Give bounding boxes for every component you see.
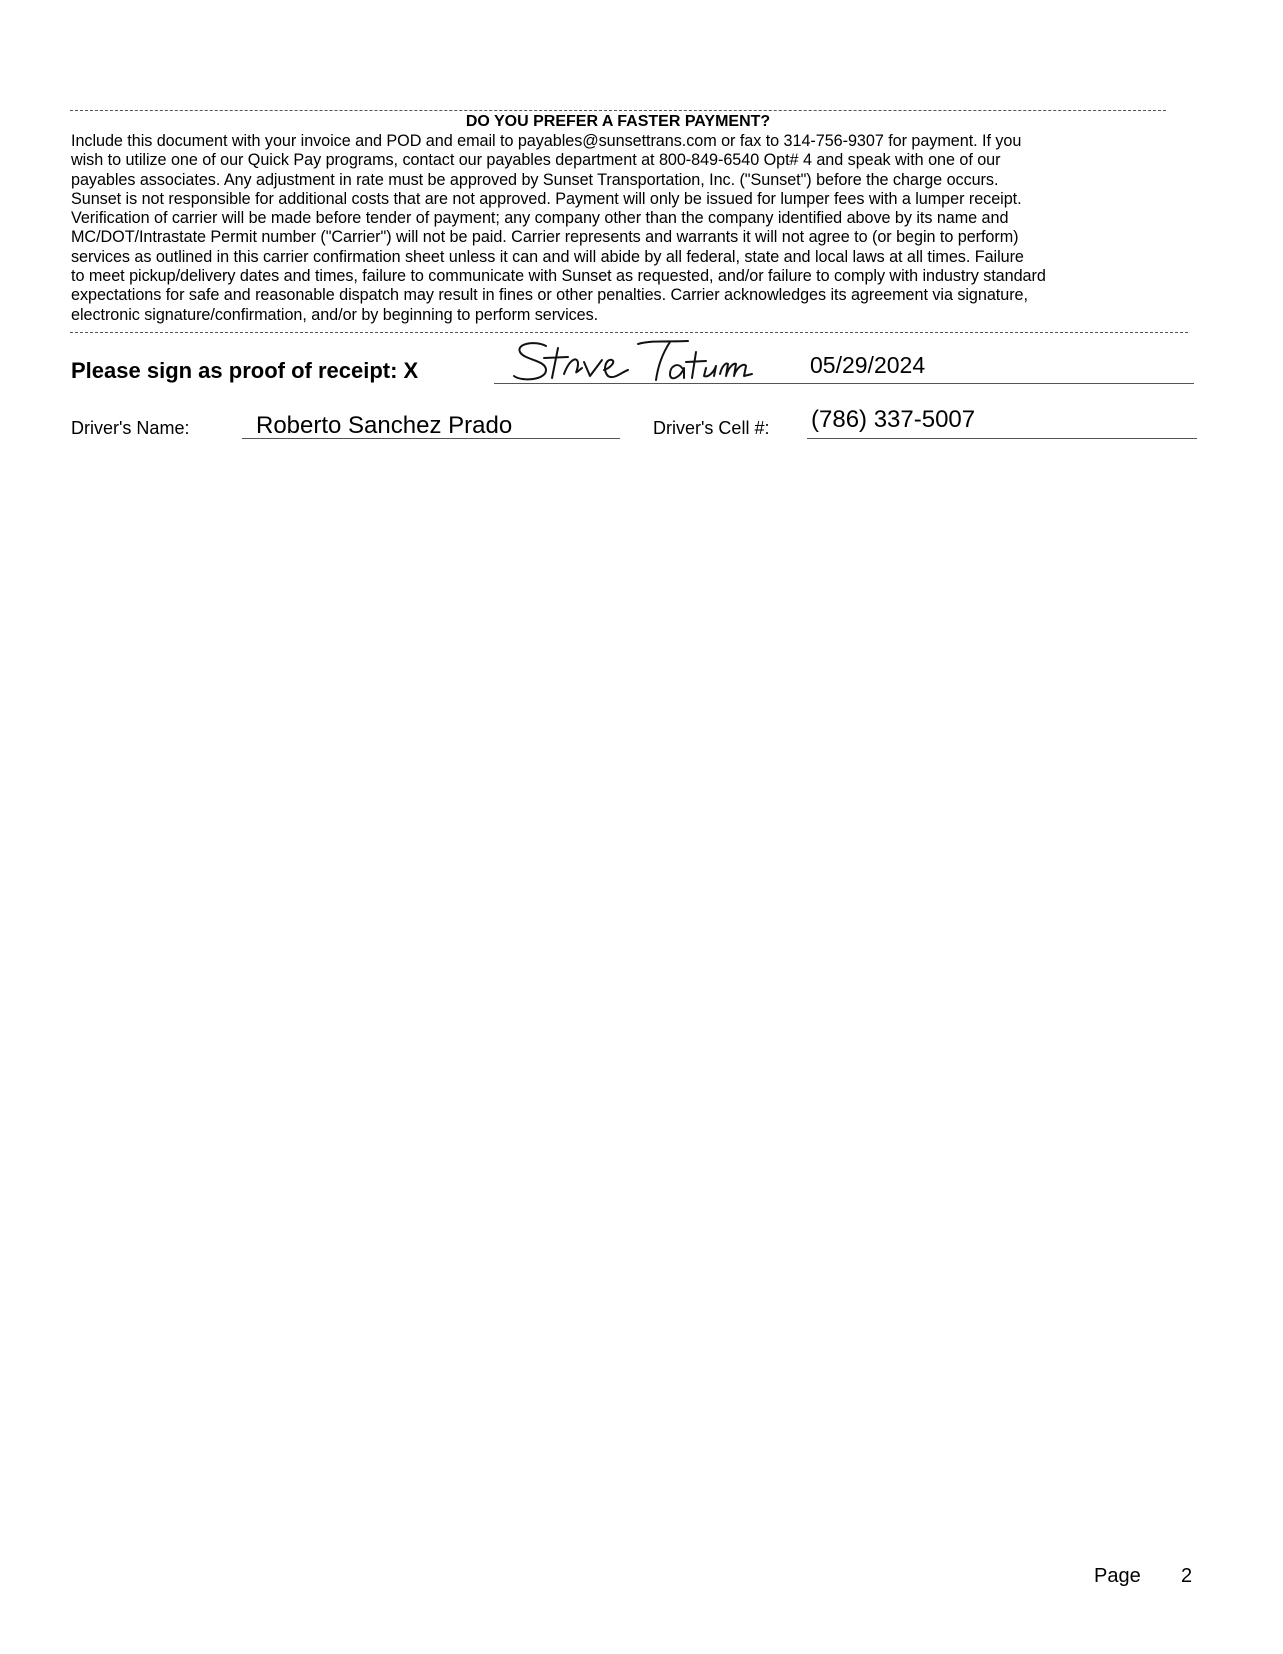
terms-line: MC/DOT/Intrastate Permit number ("Carrier") will not be paid. Carrier represents and warrants it will not agree to (or begin to perform) xyxy=(71,228,1019,247)
signature-date: 05/29/2024 xyxy=(810,352,926,378)
driver-cell-label: Driver's Cell #: xyxy=(653,418,770,438)
terms-line: services as outlined in this carrier confirmation sheet unless it can and will abide by all federal, state and local laws at all times. Failure xyxy=(71,247,1024,266)
terms-line: Include this document with your invoice and POD and email to payables@sunsettrans.com or fax to 314-756-9307 for payment. If you xyxy=(71,132,1022,150)
page-number: 2 xyxy=(1181,1565,1193,1587)
middle-divider xyxy=(70,332,1188,333)
driver-cell-underline xyxy=(807,438,1197,439)
signature-underline xyxy=(494,383,1194,384)
page-label: Page xyxy=(1094,1565,1141,1587)
terms-line: Sunset is not responsible for additional costs that are not approved. Payment will only be issued for lumper fees with a lumper receipt. xyxy=(71,189,1022,208)
terms-line: expectations for safe and reasonable dispatch may result in fines or other penalties. Carrier acknowledges its agreement via signature, xyxy=(71,286,1028,305)
driver-cell-value: (786) 337-5007 xyxy=(811,406,976,433)
driver-name-underline xyxy=(242,438,620,439)
terms-line: electronic signature/confirmation, and/or by beginning to perform services. xyxy=(71,305,599,324)
sign-proof-label: Please sign as proof of receipt: X xyxy=(71,358,419,383)
notice-heading: DO YOU PREFER A FASTER PAYMENT? xyxy=(465,113,771,130)
driver-name-value: Roberto Sanchez Prado xyxy=(256,412,513,439)
terms-line: to meet pickup/delivery dates and times, failure to communicate with Sunset as requested, and/or failure to comply with industry standard xyxy=(71,267,1046,286)
terms-paragraph xyxy=(71,132,1221,325)
terms-line: Verification of carrier will be made before tender of payment; any company other than the company identified above by its name and xyxy=(71,209,1009,228)
handwritten-signature xyxy=(512,338,762,386)
terms-line: payables associates. Any adjustment in rate must be approved by Sunset Transportation, Inc. ("Sunset") before the charge occurs. xyxy=(71,170,999,189)
driver-name-label: Driver's Name: xyxy=(71,418,190,438)
terms-line: wish to utilize one of our Quick Pay programs, contact our payables department at 800-849-6540 Opt# 4 and speak with one of our xyxy=(71,151,1001,170)
top-divider xyxy=(70,110,1166,111)
